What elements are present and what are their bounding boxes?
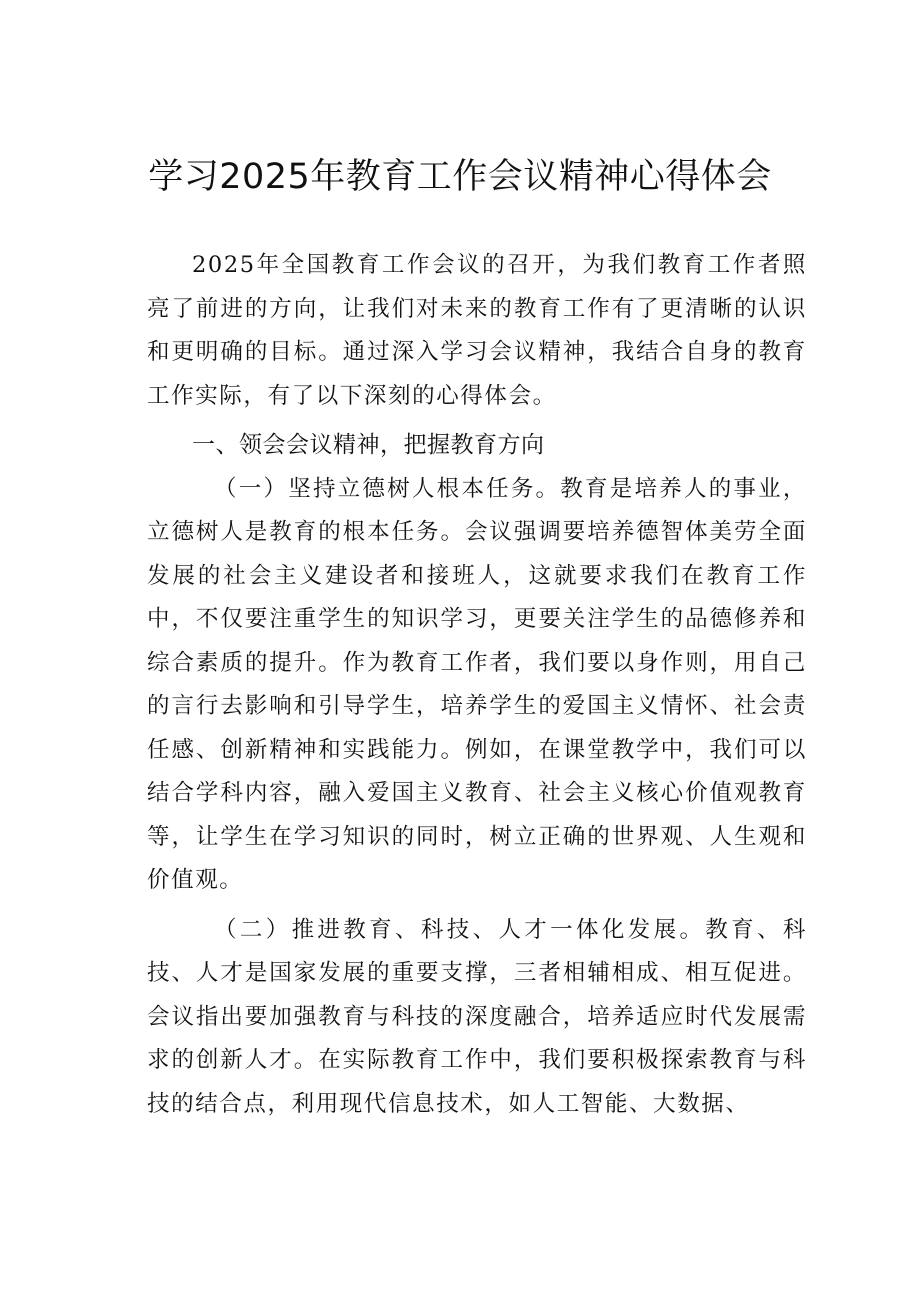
- section-paragraph-1: （一）坚持立德树人根本任务。教育是培养人的事业，立德树人是教育的根本任务。会议强调要培养德智体美劳全面发展的社会主义建设者和接班人，这就要求我们在教育工作中，不仅要注重学生的知识学习，更要关注学生的品德修养和综合素质的提升。作为教育工作者，我们要以身作则，用自己的言行去影响和引导学生，培养学生的爱国主义情怀、社会责任感、创新精神和实践能力。例如，在课堂教学中，我们可以结合学科内容，融入爱国主义教育、社会主义核心价值观教育等，让学生在学习知识的同时，树立正确的世界观、人生观和价值观。: [147, 475, 807, 893]
- section-heading: 一、领会会议精神，把握教育方向: [192, 432, 545, 458]
- intro-paragraph: 2025年全国教育工作会议的召开，为我们教育工作者照亮了前进的方向，让我们对未来的教育工作有了更清晰的认识和更明确的目标。通过深入学习会议精神，我结合自身的教育工作实际，有了以下深刻的心得体会。: [147, 252, 807, 409]
- document-body: [147, 244, 807, 1126]
- document-title: 学习2025年教育工作会议精神心得体会: [148, 157, 772, 197]
- section-paragraph-2: （二）推进教育、科技、人才一体化发展。教育、科技、人才是国家发展的重要支撑，三者相辅相成、相互促进。会议指出要加强教育与科技的深度融合，培养适应时代发展需求的创新人才。在实际教育工作中，我们要积极探索教育与科技的结合点，利用现代信息技术，如人工智能、大数据、: [147, 916, 807, 1117]
